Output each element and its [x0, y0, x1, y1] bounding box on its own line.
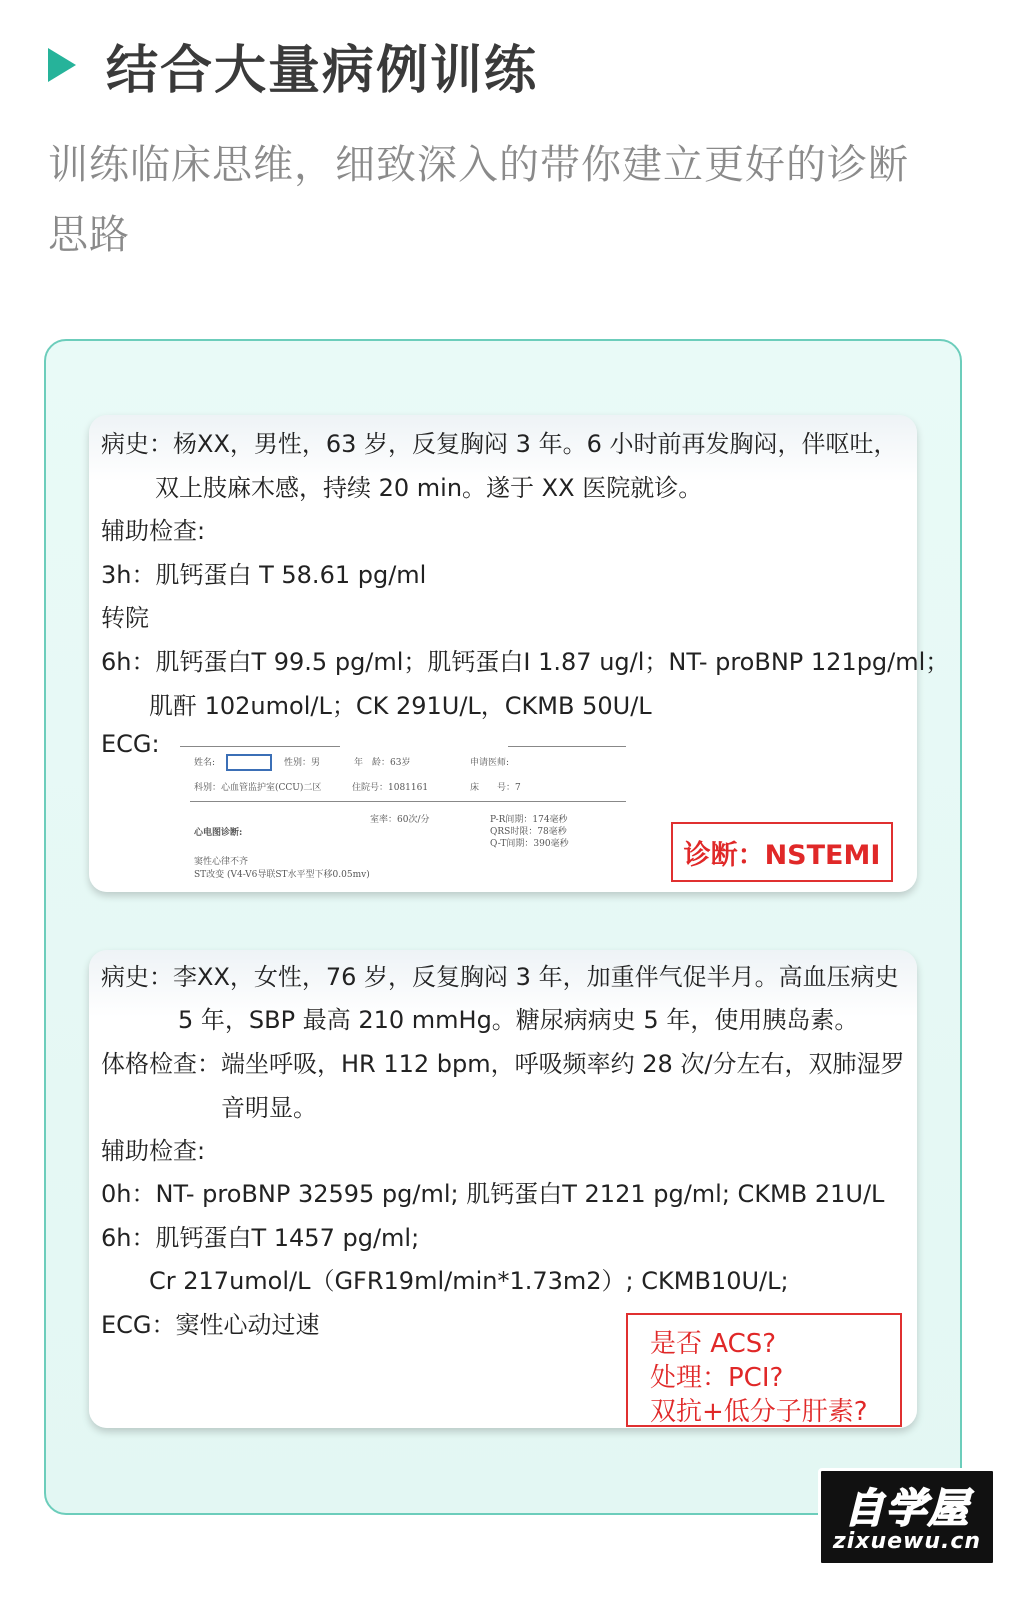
case2-physical-line-2: 音明显。	[221, 1094, 317, 1122]
ecg-qt: Q-T间期：390毫秒	[490, 839, 569, 849]
ecg-pr: P-R间期：174毫秒	[490, 815, 568, 825]
ecg-diagnosis-title: 心电图诊断:	[194, 828, 243, 838]
question-1: 是否 ACS?	[650, 1329, 777, 1359]
case2-ecg: ECG：窦性心动过速	[101, 1311, 320, 1339]
case2-exam-6h-line-2: Cr 217umol/L（GFR19ml/min*1.73m2）; CKMB10U/L;	[149, 1267, 789, 1295]
watermark-logo	[818, 1468, 996, 1566]
case2-exam-6h-line-1: 6h：肌钙蛋白T 1457 pg/ml;	[101, 1224, 420, 1252]
ecg-dept: 科别：心血管监护室(CCU)二区	[194, 783, 322, 793]
triangle-bullet-icon	[48, 48, 76, 82]
ecg-report-image	[180, 744, 630, 884]
case2-history-line-2: 5 年，SBP 最高 210 mmHg。糖尿病病史 5 年，使用胰岛素。	[178, 1006, 859, 1034]
ecg-bed: 床 号：7	[470, 783, 521, 793]
case1-ecg-label: ECG:	[101, 730, 160, 758]
case1-exam-6h-line-1: 6h：肌钙蛋白T 99.5 pg/ml；肌钙蛋白I 1.87 ug/l；NT- proBNP 121pg/ml；	[101, 648, 950, 676]
case2-history-line-1: 病史：李XX，女性，76 岁，反复胸闷 3 年，加重伴气促半月。高血压病史	[101, 963, 899, 991]
section-header	[48, 30, 988, 270]
ecg-sex: 性别：男	[284, 758, 321, 768]
case2-exam-0h: 0h：NT- proBNP 32595 pg/ml; 肌钙蛋白T 2121 pg/ml; CKMB 21U/L	[101, 1180, 885, 1208]
watermark-main-text: 自学屋	[844, 1486, 970, 1532]
ecg-doctor: 申请医师:	[470, 758, 510, 768]
ecg-name-redaction	[226, 754, 272, 771]
title-row	[48, 30, 988, 100]
question-2: 处理：PCI?	[650, 1363, 784, 1393]
ecg-diagnosis-2: ST改变 (V4-V6导联ST水平型下移0.05mv)	[194, 870, 370, 880]
ecg-inpatient-no: 住院号：1081161	[352, 783, 429, 793]
ecg-diagnosis-1: 窦性心律不齐	[194, 857, 249, 867]
case2-aux-label: 辅助检查:	[101, 1137, 206, 1165]
case2-physical-line-1: 体格检查：端坐呼吸，HR 112 bpm，呼吸频率约 28 次/分左右，双肺湿罗	[101, 1050, 905, 1078]
ecg-rate: 室率：60次/分	[370, 815, 430, 825]
page-subtitle	[48, 130, 988, 270]
case1-history-line-1: 病史：杨XX，男性，63 岁，反复胸闷 3 年。6 小时前再发胸闷，伴呕吐，	[101, 430, 898, 458]
case1-history-line-2: 双上肢麻木感，持续 20 min。遂于 XX 医院就诊。	[155, 474, 703, 502]
subtitle-line-2: 思路	[48, 212, 130, 258]
ecg-age: 年 龄：63岁	[354, 758, 411, 768]
subtitle-line-1: 训练临床思维，细致深入的带你建立更好的诊断	[48, 142, 909, 188]
ecg-qrs: QRS时限：78毫秒	[490, 827, 567, 837]
watermark-url: zixuewu.cn	[832, 1529, 982, 1554]
case1-aux-label: 辅助检查:	[101, 517, 206, 545]
question-box	[626, 1313, 902, 1427]
ecg-name-label: 姓名:	[194, 758, 216, 768]
case1-exam-6h-line-2: 肌酐 102umol/L；CK 291U/L，CKMB 50U/L	[149, 692, 652, 720]
diagnosis-badge: 诊断：NSTEMI	[671, 822, 893, 882]
question-3: 双抗+低分子肝素?	[650, 1397, 868, 1427]
case1-exam-3h: 3h：肌钙蛋白 T 58.61 pg/ml	[101, 561, 427, 589]
page-title: 结合大量病例训练	[106, 40, 539, 101]
case1-transfer: 转院	[101, 604, 149, 632]
